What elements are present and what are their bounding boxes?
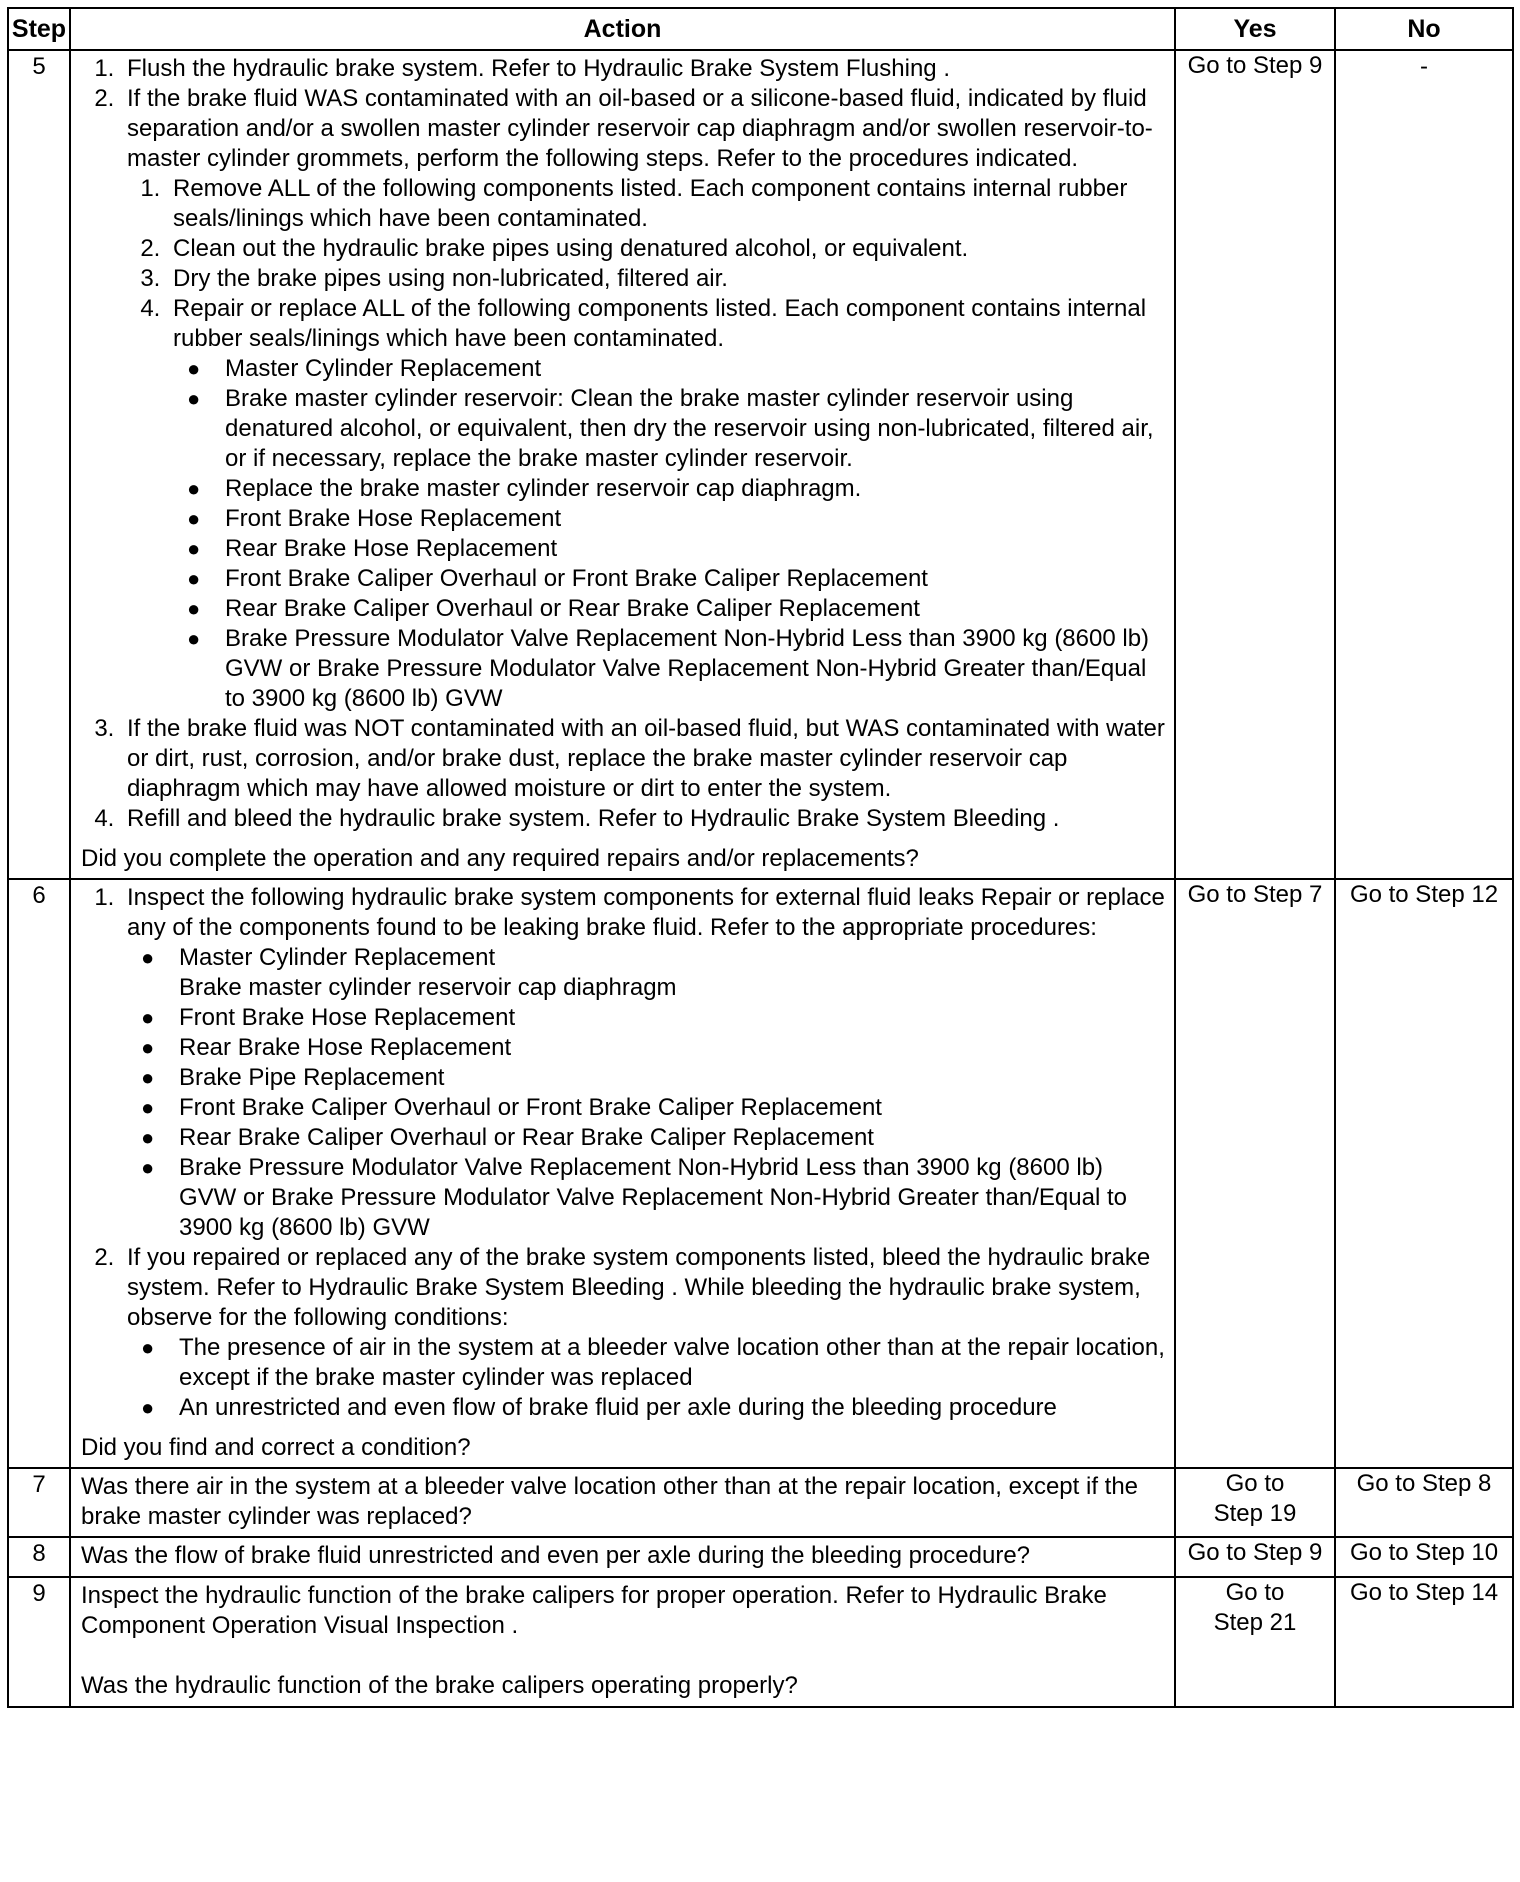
bullet-item: ● Front Brake Hose Replacement [221,504,1166,534]
step-5-list [81,54,1166,834]
step-number: 8 [8,1537,70,1577]
action-cell [70,879,1175,1468]
bullet-item: ● Front Brake Caliper Overhaul or Front Brake Caliper Replacement [175,1093,1166,1123]
step-number: 5 [8,50,70,879]
list-item: 2. If the brake fluid WAS contaminated with an oil-based or a silicone-based fluid, indicated by fluid separation and/or a swollen master cylinder reservoir cap diaphragm and/or swollen reservoir-to-master cylinder grommets, perform the following steps. Refer to the procedures indicated. 1. Remove ALL of the following components listed. Each component contains internal rubber seals/linings which have been contaminated. 2. Clean out the hydraulic brake pipes using denatured alcohol, or equivalent. 3. Dry the brake pipes using non-lubricated, filtered air. 4. Repair or replace ALL of the following components listed. Each component contains internal rubber seals/linings which have been contaminated. ● Master Cylinder Replacement ● Brake master cylinder reservoir: Clean the brake master cylinder reservoir using denatured alcohol, or equivalent, then dry the reservoir using non-lubricated, filtered air, or if necessary, replace the brake master cylinder reservoir. ● Replace the brake master cylinder reservoir cap diaphragm. ● Front Brake Hose Replacement ● Rear Brake Hose Replacement ● Front Brake Caliper Overhaul or Front Brake Caliper Replacement ● Rear Brake Caliper Overhaul or Rear Brake Caliper Replacement ● Brake Pressure Modulator Valve Replacement Non-Hybrid Less than 3900 kg (8600 lb) GVW or Brake Pressure Modulator Valve Replacement Non-Hybrid Greater than/Equal to 3900 kg (8600 lb) GVW [121,84,1166,714]
table-row-step-6 [8,879,1513,1468]
diagnostic-table [7,7,1514,1708]
list-item: 2. Clean out the hydraulic brake pipes using denatured alcohol, or equivalent. [167,234,1166,264]
bullet-item: ● Brake Pipe Replacement [175,1063,1166,1093]
bullet-item: ● Brake master cylinder reservoir: Clean the brake master cylinder reservoir using denatured alcohol, or equivalent, then dry the reservoir using non-lubricated, filtered air, or if necessary, replace the brake master cylinder reservoir. [221,384,1166,474]
yes-result: Go to Step 7 [1175,879,1335,1468]
bullet-item: ● Rear Brake Caliper Overhaul or Rear Brake Caliper Replacement [221,594,1166,624]
list-item: 3. Dry the brake pipes using non-lubricated, filtered air. [167,264,1166,294]
step-number: 7 [8,1468,70,1537]
bullet-item: ● Rear Brake Hose Replacement [175,1033,1166,1063]
bullet-item: ● An unrestricted and even flow of brake fluid per axle during the bleeding procedure [175,1393,1166,1423]
step-number: 9 [8,1577,70,1707]
yes-result: Go to Step 9 [1175,50,1335,879]
header-no: No [1335,8,1513,50]
action-cell: Was the flow of brake fluid unrestricted and even per axle during the bleeding procedure? [70,1537,1175,1577]
yes-result: Go to Step 19 [1175,1468,1335,1537]
yes-result: Go to Step 21 [1175,1577,1335,1707]
list-item: 1. Remove ALL of the following components listed. Each component contains internal rubber seals/linings which have been contaminated. [167,174,1166,234]
action-cell [70,50,1175,879]
sub-list [127,174,1166,714]
list-item: 2. If you repaired or replaced any of the brake system components listed, bleed the hydraulic brake system. Refer to Hydraulic Brake System Bleeding . While bleeding the hydraulic brake system, observe for the following conditions: ● The presence of air in the system at a bleeder valve location other than at the repair location, except if the brake master cylinder was replaced ● An unrestricted and even flow of brake fluid per axle during the bleeding procedure [121,1243,1166,1423]
list-item: 4. Repair or replace ALL of the following components listed. Each component contains internal rubber seals/linings which have been contaminated. ● Master Cylinder Replacement ● Brake master cylinder reservoir: Clean the brake master cylinder reservoir using denatured alcohol, or equivalent, then dry the reservoir using non-lubricated, filtered air, or if necessary, replace the brake master cylinder reservoir. ● Replace the brake master cylinder reservoir cap diaphragm. ● Front Brake Hose Replacement ● Rear Brake Hose Replacement ● Front Brake Caliper Overhaul or Front Brake Caliper Replacement ● Rear Brake Caliper Overhaul or Rear Brake Caliper Replacement ● Brake Pressure Modulator Valve Replacement Non-Hybrid Less than 3900 kg (8600 lb) GVW or Brake Pressure Modulator Valve Replacement Non-Hybrid Greater than/Equal to 3900 kg (8600 lb) GVW [167,294,1166,714]
bullet-item: ● The presence of air in the system at a bleeder valve location other than at the repair location, except if the brake master cylinder was replaced [175,1333,1166,1393]
question-text: Was the hydraulic function of the brake calipers operating properly? [81,1672,798,1699]
bullet-item: ● Replace the brake master cylinder reservoir cap diaphragm. [221,474,1166,504]
question-text: Did you find and correct a condition? [81,1434,471,1461]
table-row-step-9 [8,1577,1513,1707]
table-row-step-5 [8,50,1513,879]
header-yes: Yes [1175,8,1335,50]
bullet-item: ● Master Cylinder Replacement [221,354,1166,384]
table-row-step-7 [8,1468,1513,1537]
action-cell [70,1577,1175,1707]
bullet-item: ● Brake Pressure Modulator Valve Replacement Non-Hybrid Less than 3900 kg (8600 lb) GVW or Brake Pressure Modulator Valve Replacement Non-Hybrid Greater than/Equal to 3900 kg (8600 lb) GVW [175,1153,1166,1243]
no-result: Go to Step 12 [1335,879,1513,1468]
list-item: 4. Refill and bleed the hydraulic brake system. Refer to Hydraulic Brake System Bleeding . [121,804,1166,834]
bullet-item: ● Front Brake Caliper Overhaul or Front Brake Caliper Replacement [221,564,1166,594]
no-result: Go to Step 8 [1335,1468,1513,1537]
no-result: Go to Step 10 [1335,1537,1513,1577]
header-row [8,8,1513,50]
header-action: Action [70,8,1175,50]
step-number: 6 [8,879,70,1468]
instruction-text: Inspect the hydraulic function of the brake calipers for proper operation. Refer to Hydraulic Brake Component Operation Visual Inspection . [81,1582,1107,1639]
no-result: - [1335,50,1513,879]
bullet-item: ● Rear Brake Caliper Overhaul or Rear Brake Caliper Replacement [175,1123,1166,1153]
action-cell: Was there air in the system at a bleeder valve location other than at the repair location, except if the brake master cylinder was replaced? [70,1468,1175,1537]
bullet-item: ● Rear Brake Hose Replacement [221,534,1166,564]
yes-result: Go to Step 9 [1175,1537,1335,1577]
bullet-item: ● Master Cylinder Replacement Brake master cylinder reservoir cap diaphragm [175,943,1166,1003]
table-row-step-8 [8,1537,1513,1577]
bullet-list [173,354,1166,714]
question-text: Did you complete the operation and any required repairs and/or replacements? [81,845,919,872]
bullet-item: ● Brake Pressure Modulator Valve Replacement Non-Hybrid Less than 3900 kg (8600 lb) GVW or Brake Pressure Modulator Valve Replacement Non-Hybrid Greater than/Equal to 3900 kg (8600 lb) GVW [221,624,1166,714]
list-item: 3. If the brake fluid was NOT contaminated with an oil-based fluid, but WAS contaminated with water or dirt, rust, corrosion, and/or brake dust, replace the brake master cylinder reservoir cap diaphragm which may have allowed moisture or dirt to enter the system. [121,714,1166,804]
list-item: 1. Flush the hydraulic brake system. Refer to Hydraulic Brake System Flushing . [121,54,1166,84]
list-item: 1. Inspect the following hydraulic brake system components for external fluid leaks Repair or replace any of the components found to be leaking brake fluid. Refer to the appropriate procedures: ● Master Cylinder Replacement Brake master cylinder reservoir cap diaphragm ● Front Brake Hose Replacement ● Rear Brake Hose Replacement ● Brake Pipe Replacement ● Front Brake Caliper Overhaul or Front Brake Caliper Replacement ● Rear Brake Caliper Overhaul or Rear Brake Caliper Replacement ● Brake Pressure Modulator Valve Replacement Non-Hybrid Less than 3900 kg (8600 lb) GVW or Brake Pressure Modulator Valve Replacement Non-Hybrid Greater than/Equal to 3900 kg (8600 lb) GVW [121,883,1166,1243]
bullet-list [127,943,1166,1243]
header-step: Step [8,8,70,50]
step-6-list [81,883,1166,1423]
bullet-list [127,1333,1166,1423]
no-result: Go to Step 14 [1335,1577,1513,1707]
bullet-item: ● Front Brake Hose Replacement [175,1003,1166,1033]
